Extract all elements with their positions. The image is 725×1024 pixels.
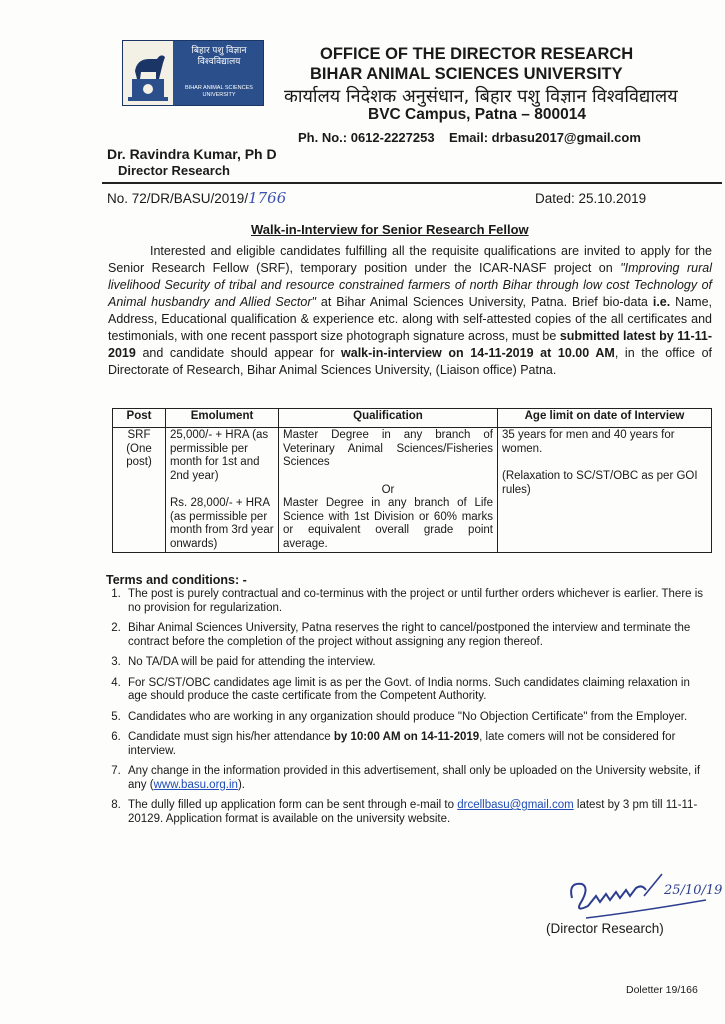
para-text-2: at Bihar Animal Sciences University, Patna. Brief bio-data xyxy=(315,295,653,309)
para-ie: i.e. xyxy=(652,295,671,309)
list-item xyxy=(124,765,706,792)
list-item: 2. Bihar Animal Sciences University, Patna reserves the right to cancel/postponed the interview and terminate the contract before the completion of the project without assigning any region thereof. xyxy=(124,622,706,649)
list-item: 3. No TA/DA will be paid for attending the interview. xyxy=(124,656,706,670)
qualification-or: Or xyxy=(381,483,395,496)
cell-age-limit xyxy=(498,428,712,553)
list-item xyxy=(124,799,706,826)
cell-emolument xyxy=(166,428,279,553)
signature-date: 25/10/19 xyxy=(664,883,723,898)
office-title: OFFICE OF THE DIRECTOR RESEARCH xyxy=(320,45,634,63)
handwritten-number: 1766 xyxy=(248,189,287,207)
terms-heading: Terms and conditions: - xyxy=(106,573,247,587)
logo-hindi-name: बिहार पशु विज्ञान विश्वविद्यालय xyxy=(191,45,247,66)
phone-number: Ph. No.: 0612-2227253 xyxy=(298,130,435,145)
letter-date: Dated: 25.10.2019 xyxy=(535,191,647,206)
term6-text-b: , late comers will not be considered for interview. xyxy=(128,731,676,757)
email-address[interactable]: Email: drbasu2017@gmail.com xyxy=(449,130,641,145)
para-text-1: Interested and eligible candidates fulfilling all the requisite qualifications are invited to apply for the Senior Research Fellow (SRF), temporary position under the ICAR-NASF project on xyxy=(108,244,712,275)
attendance-deadline: by 10:00 AM on 14-11-2019 xyxy=(333,731,480,743)
emolument-years-1-2: 25,000/- + HRA (as permissible per month for 1st and 2nd year) xyxy=(170,429,269,482)
cell-post xyxy=(113,428,166,553)
emolument-year-3: Rs. 28,000/- + HRA (as permissible per month from 3rd year onwards) xyxy=(170,497,274,550)
reference-number xyxy=(107,189,286,207)
signature-label: (Director Research) xyxy=(546,921,664,936)
table-header-row xyxy=(113,409,712,428)
university-logo xyxy=(122,40,264,106)
qualification-option-1: Master Degree in any branch of Veterinary Animal Sciences/Fisheries Sciences xyxy=(283,429,493,468)
signer-role: Director Research xyxy=(118,163,230,178)
signer-name: Dr. Ravindra Kumar, Ph D xyxy=(107,146,277,162)
age-limit-value: 35 years for men and 40 years for women. xyxy=(502,429,675,455)
project-title: "Improving rural livelihood Security of tribal and resource constrained farmers of north Bihar through low cost Technology of Animal husbandry and Allied Sector" xyxy=(108,261,712,309)
intro-paragraph xyxy=(108,243,712,379)
terms-list xyxy=(100,588,706,833)
table-row xyxy=(113,428,712,553)
age-relaxation: (Relaxation to SC/ST/OBC as per GOI rules) xyxy=(502,470,698,496)
header-emolument: Emolument xyxy=(166,409,279,428)
bull-emblem-icon xyxy=(123,41,173,105)
term7-text-b: ). xyxy=(237,778,245,791)
application-email-link[interactable]: drcellbasu@gmail.com xyxy=(457,799,574,811)
contact-line xyxy=(298,130,641,145)
handwritten-signature xyxy=(566,862,723,922)
term7-text-a: Any change in the information provided in this advertisement, shall only be uploaded on the University website, if any ( xyxy=(128,765,701,791)
list-item: 1. The post is purely contractual and co-terminus with the project or until further orders whichever is earlier. There is no provision for regularization. xyxy=(124,588,706,615)
term6-text-a: Candidate must sign his/her attendance xyxy=(128,731,334,743)
term8-text-b: latest by 3 pm till 11-11-20129. Application format is available on the university website. xyxy=(128,799,698,825)
cell-qualification xyxy=(279,428,498,553)
header-divider xyxy=(102,182,722,184)
header-post: Post xyxy=(113,409,166,428)
submission-deadline: submitted latest by 11-11-2019 xyxy=(108,329,712,360)
para-text-3: Name, Address, Educational qualification & experience etc. along with self-attested copies of the all certificates and testimonials, with one recent passport size photograph signature across, must be xyxy=(108,295,712,343)
campus-address: BVC Campus, Patna – 800014 xyxy=(368,106,586,123)
university-website-link[interactable]: www.basu.org.in xyxy=(153,778,238,791)
qualification-option-2: Master Degree in any branch of Life Science with 1st Division or 60% marks or equivalent overall grade point average. xyxy=(283,497,493,550)
notice-title: Walk-in-Interview for Senior Research Fellow xyxy=(251,222,529,237)
university-name: BIHAR ANIMAL SCIENCES UNIVERSITY xyxy=(310,65,623,83)
list-item: 4. For SC/ST/OBC candidates age limit is as per the Govt. of India norms. Such candidates claiming relaxation in age should produce the caste certificate from the Competent Authority. xyxy=(124,677,706,704)
header-qualification: Qualification xyxy=(279,409,498,428)
para-text-5: , in the office of Directorate of Research, Bihar Animal Sciences University, (Liaison office) Patna. xyxy=(108,346,713,377)
list-item xyxy=(124,731,706,758)
list-item: 5. Candidates who are working in any organization should produce "No Objection Certificate" from the Employer. xyxy=(124,711,706,725)
header-age-limit: Age limit on date of Interview xyxy=(498,409,712,428)
letter-reference-footer: Doletter 19/166 xyxy=(626,984,698,996)
interview-datetime: walk-in-interview on 14-11-2019 at 10.00 AM xyxy=(341,346,615,360)
post-value: SRF (One post) xyxy=(126,429,152,468)
logo-english-name: BIHAR ANIMAL SCIENCES UNIVERSITY xyxy=(185,85,253,98)
hindi-office-title: कार्यालय निदेशक अनुसंधान, बिहार पशु विज्ञान विश्वविद्यालय xyxy=(284,86,678,107)
position-table xyxy=(112,408,712,553)
term8-text-a: The dully filled up application form can be sent through e-mail to xyxy=(128,799,458,811)
reference-prefix: No. 72/DR/BASU/2019/ xyxy=(107,191,249,206)
para-text-4: and candidate should appear for xyxy=(135,346,342,360)
